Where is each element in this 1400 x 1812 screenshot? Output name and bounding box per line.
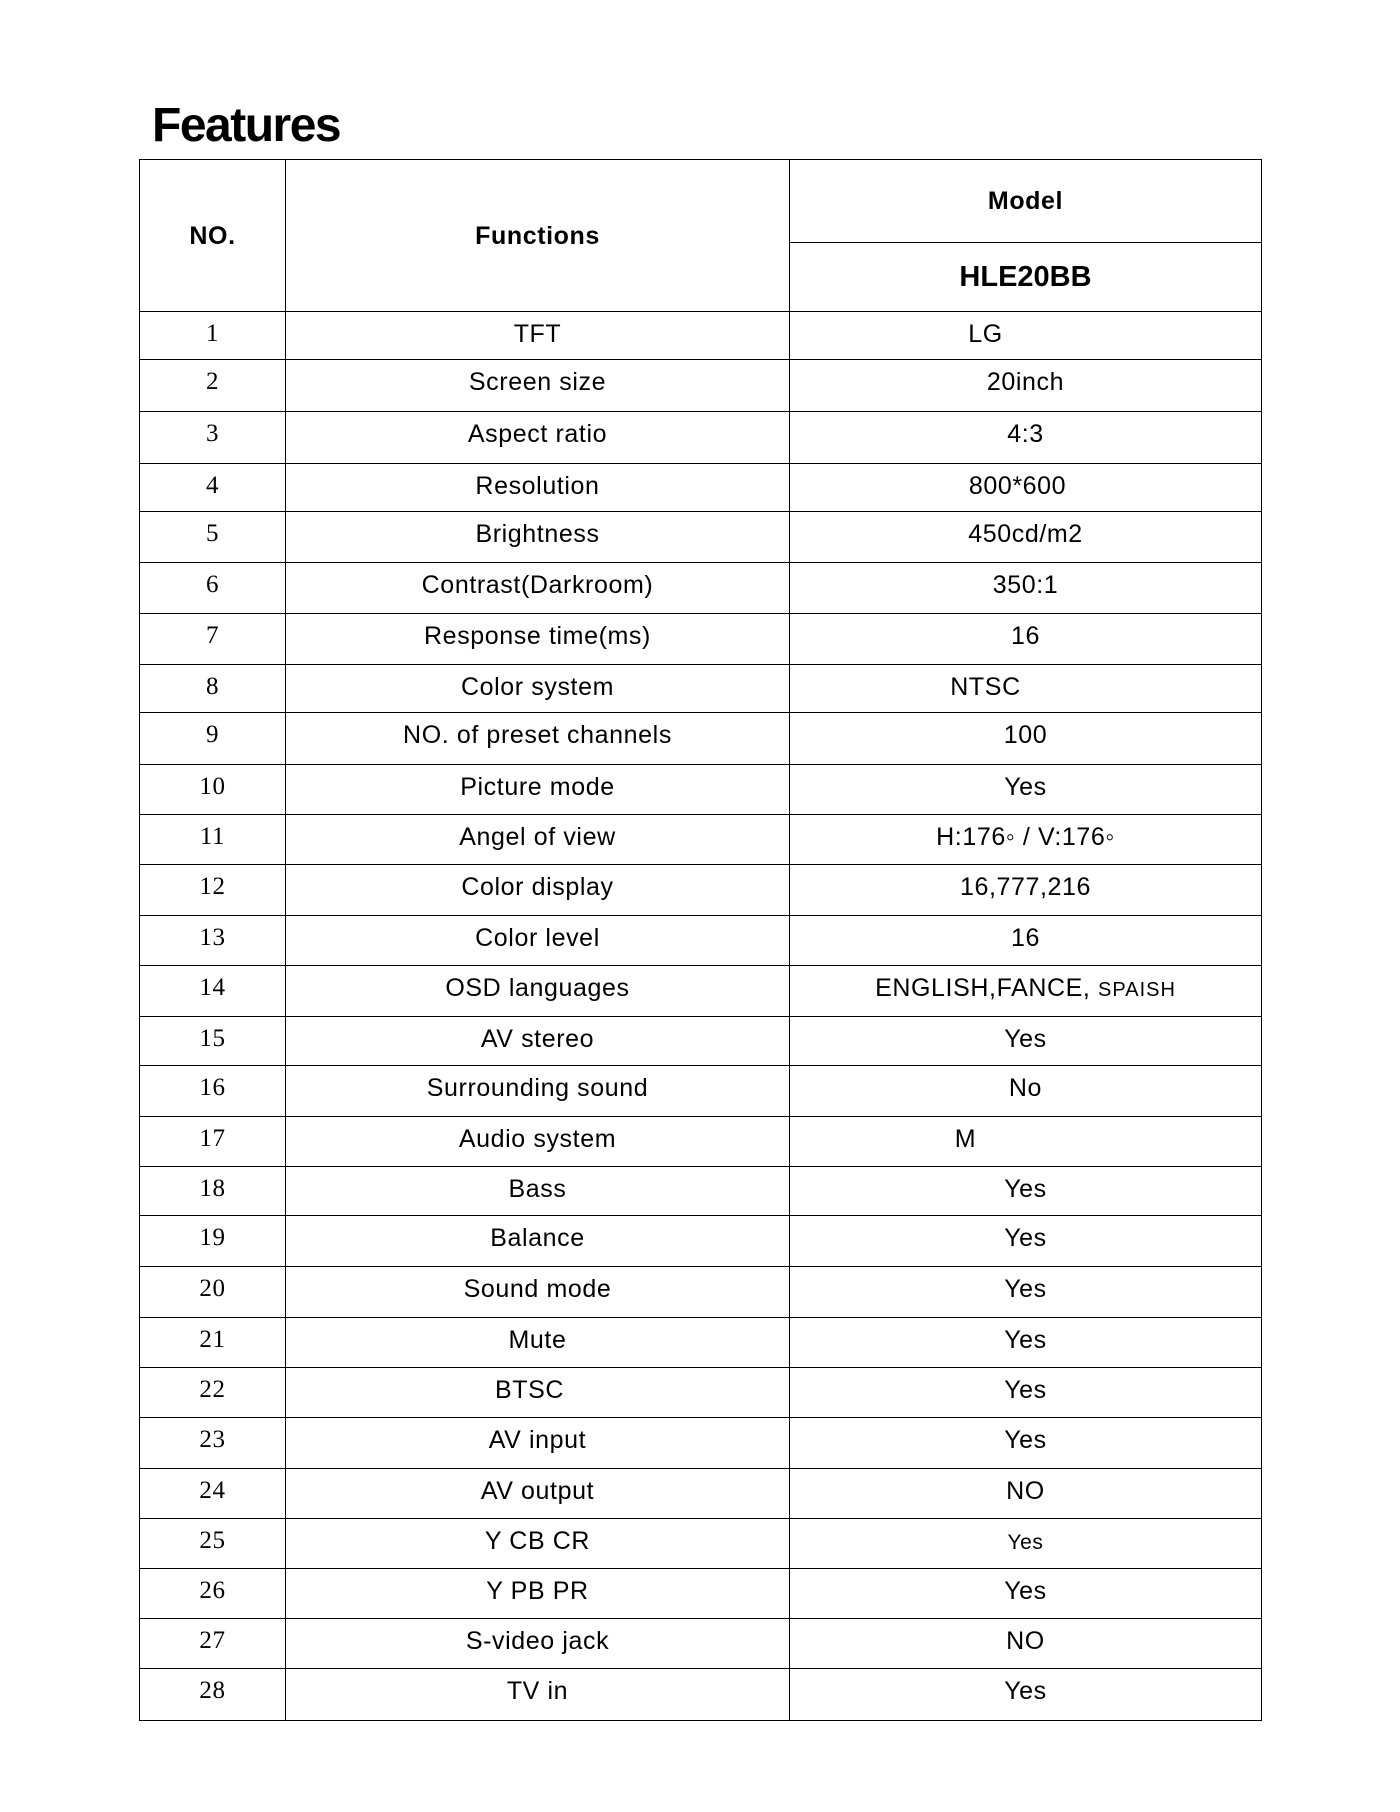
row-value: Yes xyxy=(790,1368,1262,1418)
row-function: TFT xyxy=(286,312,790,360)
row-number: 10 xyxy=(140,765,286,815)
header-model: Model xyxy=(790,160,1262,243)
row-function: Y CB CR xyxy=(286,1519,790,1569)
row-value xyxy=(790,312,1262,360)
row-number: 12 xyxy=(140,865,286,916)
row-function: AV output xyxy=(286,1469,790,1519)
row-value: Yes xyxy=(790,1167,1262,1216)
table-row xyxy=(140,1569,1262,1619)
row-function: AV stereo xyxy=(286,1017,790,1066)
row-value: 100 xyxy=(790,713,1262,765)
table-row xyxy=(140,765,1262,815)
row-number: 26 xyxy=(140,1569,286,1619)
table-row xyxy=(140,1318,1262,1368)
features-table xyxy=(139,159,1262,1721)
row-value: 4:3 xyxy=(790,412,1262,464)
row-number: 9 xyxy=(140,713,286,765)
table-row xyxy=(140,614,1262,665)
row-number: 24 xyxy=(140,1469,286,1519)
row-value: Yes xyxy=(790,1418,1262,1469)
row-value-tail: SPAISH xyxy=(1098,979,1176,1001)
table-row xyxy=(140,713,1262,765)
row-number: 20 xyxy=(140,1267,286,1318)
table-row xyxy=(140,412,1262,464)
row-value: Yes xyxy=(790,1669,1262,1721)
row-value: Yes xyxy=(790,1267,1262,1318)
header-row-top xyxy=(140,160,1262,243)
table-row xyxy=(140,1418,1262,1469)
row-function: Mute xyxy=(286,1318,790,1368)
row-number: 28 xyxy=(140,1669,286,1721)
row-number: 1 xyxy=(140,312,286,360)
table-row xyxy=(140,966,1262,1017)
row-value: H:176◦ / V:176◦ xyxy=(790,815,1262,865)
row-number: 17 xyxy=(140,1117,286,1167)
table-row xyxy=(140,815,1262,865)
row-function: Aspect ratio xyxy=(286,412,790,464)
row-function-text: BTSC xyxy=(494,1376,565,1404)
table-row xyxy=(140,1216,1262,1267)
row-value: NO xyxy=(790,1469,1262,1519)
row-number: 25 xyxy=(140,1519,286,1569)
row-number: 18 xyxy=(140,1167,286,1216)
table-row xyxy=(140,865,1262,916)
row-value: 16 xyxy=(790,916,1262,966)
table-row xyxy=(140,563,1262,614)
table-row xyxy=(140,512,1262,563)
row-function: Y PB PR xyxy=(286,1569,790,1619)
row-value: 350:1 xyxy=(790,563,1262,614)
row-value-text: LG xyxy=(968,320,1003,348)
row-number: 2 xyxy=(140,360,286,412)
table-row xyxy=(140,1519,1262,1569)
row-value-text: ENGLISH,FANCE, xyxy=(875,974,1091,1002)
row-function: S-video jack xyxy=(286,1619,790,1669)
row-function: Color level xyxy=(286,916,790,966)
table-row xyxy=(140,312,1262,360)
table-row xyxy=(140,464,1262,512)
row-function: Audio system xyxy=(286,1117,790,1167)
table-row xyxy=(140,916,1262,966)
row-value: Yes xyxy=(790,1017,1262,1066)
row-value xyxy=(790,665,1262,713)
row-number: 23 xyxy=(140,1418,286,1469)
row-value: 450cd/m2 xyxy=(790,512,1262,563)
row-function: Color system xyxy=(286,665,790,713)
row-value xyxy=(790,464,1262,512)
table-row xyxy=(140,1017,1262,1066)
row-number: 8 xyxy=(140,665,286,713)
row-value: Yes xyxy=(790,1318,1262,1368)
row-number: 16 xyxy=(140,1066,286,1117)
table-row xyxy=(140,1619,1262,1669)
row-number: 14 xyxy=(140,966,286,1017)
row-function: Angel of view xyxy=(286,815,790,865)
row-number: 13 xyxy=(140,916,286,966)
header-no: NO. xyxy=(140,160,286,312)
row-function: Color display xyxy=(286,865,790,916)
table-row xyxy=(140,1267,1262,1318)
row-number: 3 xyxy=(140,412,286,464)
row-function xyxy=(286,1368,790,1418)
row-value: Yes xyxy=(790,1216,1262,1267)
row-value: 20inch xyxy=(790,360,1262,412)
row-function: Brightness xyxy=(286,512,790,563)
row-function: TV in xyxy=(286,1669,790,1721)
row-function: Bass xyxy=(286,1167,790,1216)
row-number: 5 xyxy=(140,512,286,563)
row-function: Surrounding sound xyxy=(286,1066,790,1117)
row-number: 15 xyxy=(140,1017,286,1066)
row-number: 11 xyxy=(140,815,286,865)
table-row xyxy=(140,1669,1262,1721)
table-row xyxy=(140,1469,1262,1519)
row-value xyxy=(790,1117,1262,1167)
row-function: Contrast(Darkroom) xyxy=(286,563,790,614)
row-function: Sound mode xyxy=(286,1267,790,1318)
table-row xyxy=(140,665,1262,713)
row-value: Yes xyxy=(790,1569,1262,1619)
row-function: AV input xyxy=(286,1418,790,1469)
table-row xyxy=(140,1066,1262,1117)
header-model-name: HLE20BB xyxy=(790,243,1262,312)
row-value: No xyxy=(790,1066,1262,1117)
row-value: 16 xyxy=(790,614,1262,665)
row-value: NO xyxy=(790,1619,1262,1669)
row-value xyxy=(790,966,1262,1017)
table-row xyxy=(140,1117,1262,1167)
row-number: 27 xyxy=(140,1619,286,1669)
row-number: 22 xyxy=(140,1368,286,1418)
row-value xyxy=(790,1519,1262,1569)
row-number: 19 xyxy=(140,1216,286,1267)
row-value: 16,777,216 xyxy=(790,865,1262,916)
row-number: 4 xyxy=(140,464,286,512)
row-value: Yes xyxy=(790,765,1262,815)
table-row xyxy=(140,1368,1262,1418)
row-value-text: NTSC xyxy=(950,673,1021,701)
row-number: 21 xyxy=(140,1318,286,1368)
row-value-text: M xyxy=(954,1125,977,1153)
table-row xyxy=(140,360,1262,412)
row-value-text: Yes xyxy=(1007,1531,1044,1554)
row-function: Balance xyxy=(286,1216,790,1267)
row-number: 6 xyxy=(140,563,286,614)
header-functions: Functions xyxy=(286,160,790,312)
row-function: Response time(ms) xyxy=(286,614,790,665)
row-number: 7 xyxy=(140,614,286,665)
page-title: Features xyxy=(152,99,341,152)
row-value-text: 800*600 xyxy=(968,472,1067,500)
row-function: OSD languages xyxy=(286,966,790,1017)
row-function: Resolution xyxy=(286,464,790,512)
row-function: NO. of preset channels xyxy=(286,713,790,765)
table-row xyxy=(140,1167,1262,1216)
row-function: Screen size xyxy=(286,360,790,412)
row-function: Picture mode xyxy=(286,765,790,815)
